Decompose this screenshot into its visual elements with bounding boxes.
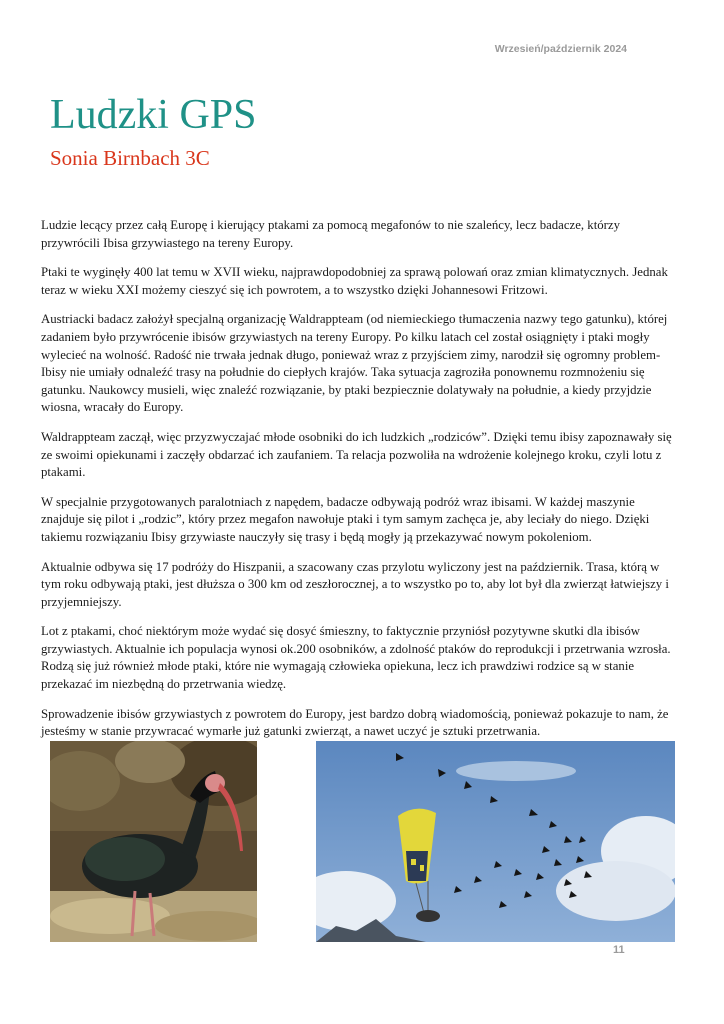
article-title: Ludzki GPS	[50, 92, 257, 138]
issue-date: Wrzesień/październik 2024	[494, 43, 627, 55]
page-number: 11	[613, 944, 625, 956]
paragraph: Waldrappteam zaczął, więc przyzwyczajać młode osobniki do ich ludzkich „rodziców”. Dzięki temu ibisy zapoznawały się ze swoimi opiekunami i zaczęły obdarzać ich zaufaniem. Ta relacja pozwoliła na wdrożenie kolejnego kroku, czyli lotu z ptakami.	[41, 429, 672, 480]
article-body	[41, 217, 681, 753]
paragraph: Aktualnie odbywa się 17 podróży do Hiszpanii, a szacowany czas przylotu wyliczony jest na październik. Trasa, którą w tym roku odbywają ptaki, jest dłuższa o 300 km od zeszłorocznej, a to wszystko po to, aby lot był dla zwierząt łatwiejszy i przyjemniejszy.	[41, 559, 669, 609]
paragraph: Ptaki te wyginęły 400 lat temu w XVII wieku, najprawdopodobniej za sprawą polowań oraz zmian klimatycznych. Jednak teraz w wieku XXI możemy cieszyć się ich powrotem, a to wszystko dzięki Johannesowi Fritzowi.	[41, 265, 668, 297]
paragraph: Austriacki badacz założył specjalną organizację Waldrappteam (od niemieckiego tłumaczenia nazwy tego gatunku), której zadaniem było przywrócenie ibisów grzywiastych na tereny Europy. Po kilku latach cel został osiągnięty i ptaki mogły wylecieć na wolność. Radość nie trwała jednak długo, ponieważ wraz z przyjściem zimy, narodził się ogromny problem- Ibisy nie umiały odnaleźć trasy na południe do ciepłych krajów. Taka sytuacja zagroziła ponownemu rozmnożeniu się gatunku. Naukowcy musieli, więc znaleźć rozwiązanie, by ptaki bezpiecznie dolatywały na południe, a kiedy przyjdzie wiosna, wracały do Europy.	[41, 312, 668, 415]
article-author: Sonia Birnbach 3C	[50, 146, 210, 170]
paragraph: Sprowadzenie ibisów grzywiastych z powrotem do Europy, jest bardzo dobrą wiadomością, ponieważ pokazuje to nam, że jesteśmy w stanie przywracać wymarłe już gatunki zwierząt, a nawet uczyć je sztuki przetrwania.	[41, 706, 669, 739]
paragraph: Lot z ptakami, choć niektórym może wydać się dosyć śmieszny, to faktycznie przyniósł pozytywne skutki dla ibisów grzywiastych. Aktualnie ich populacja wynosi ok.200 osobników, a zdolność ptaków do reprodukcji i przetrwania wzrosła. Rodzą się już również młode ptaki, które nie wymagają człowieka opiekuna, lecz ich prawdziwi rodzice są w stanie przekazać im niezbędną do przetrwania wiedzę.	[41, 624, 671, 692]
paragraph: W specjalnie przygotowanych paralotniach z napędem, badacze odbywają podróż wraz ibisami. W każdej maszynie znajduje się pilot i „rodzic”, który przez megafon nawołuje ptaki i tym samym zachęca je, aby leciały do niego. Dzięki takiemu rozwiązaniu Ibisy grzywiaste nauczyły się trasy i będą mogły ją przekazywać nowym pokoleniom.	[41, 494, 650, 544]
bald-ibis-photo	[50, 741, 257, 942]
paragraph: Ludzie lecący przez całą Europę i kierujący ptakami za pomocą megafonów to nie szaleńcy, lecz badacze, którzy przywrócili Ibisa grzywiastego na tereny Europy.	[41, 218, 620, 250]
paraglider-with-ibises-photo	[316, 741, 675, 942]
